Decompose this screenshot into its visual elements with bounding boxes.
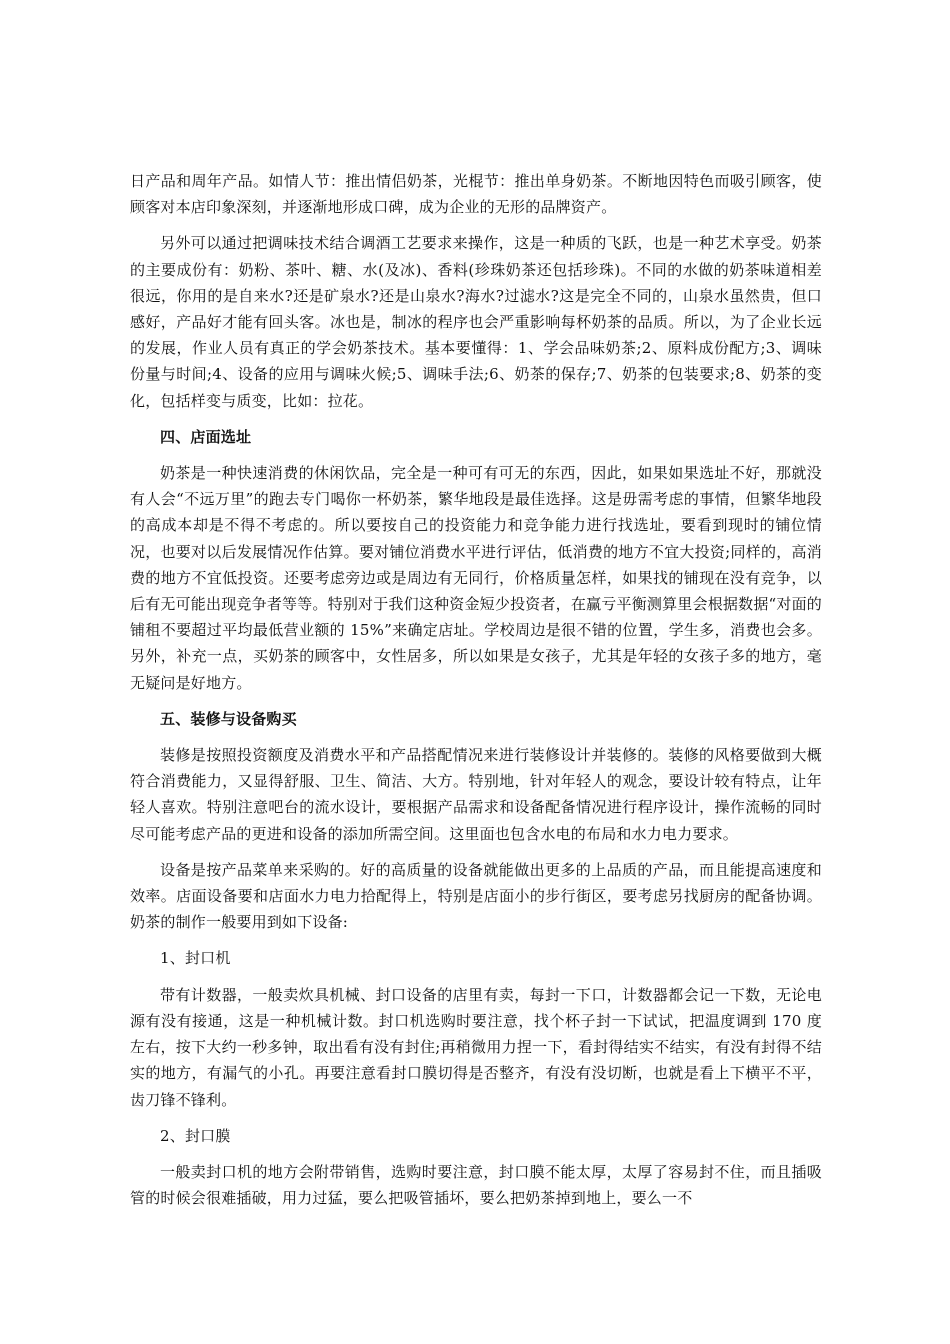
paragraph-seasoning: 另外可以通过把调味技术结合调酒工艺要求来操作，这是一种质的飞跃，也是一种艺术享受。奶茶的主要成份有：奶粉、茶叶、糖、水(及冰)、香料(珍珠奶茶还包括珍珠)。不同的水做的奶茶味道相差很远，你用的是自来水?还是矿泉水?还是山泉水?海水?过滤水?这是完全不同的，山泉水虽然贵，但口感好，产品好才能有回头客。冰也是，制冰的程序也会严重影响每杯奶茶的品质。所以，为了企业长远的发展，作业人员有真正的学会奶茶技术。基本要懂得：1、学会品味奶茶;2、原料成份配方;3、调味份量与时间;4、设备的应用与调味火候;5、调味手法;6、奶茶的保存;7、奶茶的包装要求;8、奶茶的变化，包括样变与质变，比如：拉花。	[130, 234, 822, 410]
subheading-sealing-machine: 1、封口机	[160, 949, 231, 968]
paragraph-sealing-machine: 带有计数器，一般卖炊具机械、封口设备的店里有卖，每封一下口，计数器都会记一下数，无论电源有没有接通，这是一种机械计数。封口机选购时要注意，找个杯子封一下试试，把温度调到 170 度左右，按下大约一秒多钟，取出看有没有封住;再稍微用力捏一下，看封得结实不结实，有没有封得不结实的地方，有漏气的小孔。再要注意看封口膜切得是否整齐，有没有没切断，也就是看上下横平不平，齿刀锋不锋利。	[130, 985, 822, 1109]
paragraph-store-location: 奶茶是一种快速消费的休闲饮品，完全是一种可有可无的东西，因此，如果如果选址不好，那就没有人会“不远万里”的跑去专门喝你一杯奶茶，繁华地段是最佳选择。这是毋需考虑的事情，但繁华地段的高成本却是不得不考虑的。所以要按自己的投资能力和竞争能力进行找选址，要看到现时的铺位情况，也要对以后发展情况作估算。要对铺位消费水平进行评估，低消费的地方不宜大投资;同样的，高消费的地方不宜低投资。还要考虑旁边或是周边有无同行，价格质量怎样，如果找的铺现在没有竞争，以后有无可能出现竞争者等等。特别对于我们这种资金短少投资者，在赢亏平衡测算里会根据数据“对面的铺租不要超过平均最低营业额的 15%”来确定店址。学校周边是很不错的位置，学生多，消费也会多。另外，补充一点，买奶茶的顾客中，女性居多，所以如果是女孩子，尤其是年轻的女孩子多的地方，毫无疑问是好地方。	[130, 464, 822, 692]
subheading-sealing-film: 2、封口膜	[160, 1126, 231, 1145]
section-heading-store-location: 四、店面选址	[160, 427, 252, 446]
section-heading-decoration-equipment: 五、装修与设备购买	[160, 709, 297, 728]
paragraph-equipment: 设备是按产品菜单来采购的。好的高质量的设备就能做出更多的上品质的产品，而且能提高速度和效率。店面设备要和店面水力电力拾配得上，特别是店面小的步行街区，要考虑另找厨房的配备协调。 奶茶的制作一般要用到如下设备:	[130, 860, 822, 932]
paragraph-sealing-film: 一般卖封口机的地方会附带销售，选购时要注意，封口膜不能太厚，太厚了容易封不住，而且插吸管的时候会很难插破，用力过猛，要么把吸管插坏，要么把奶茶掉到地上，要么一不	[130, 1162, 822, 1208]
paragraph-decoration: 装修是按照投资额度及消费水平和产品搭配情况来进行装修设计并装修的。装修的风格要做到大概符合消费能力，又显得舒服、卫生、简洁、大方。特别地，针对年轻人的观念，要设计较有特点，让年轻人喜欢。特别注意吧台的流水设计，要根据产品需求和设备配备情况进行程序设计，操作流畅的同时尽可能考虑产品的更进和设备的添加所需空间。这里面也包含水电的布局和水力电力要求。	[130, 746, 822, 843]
paragraph-continued: 日产品和周年产品。如情人节：推出情侣奶茶，光棍节：推出单身奶茶。不断地因特色而吸引顾客，使顾客对本店印象深刻，并逐渐地形成口碑，成为企业的无形的品牌资产。	[130, 172, 822, 217]
